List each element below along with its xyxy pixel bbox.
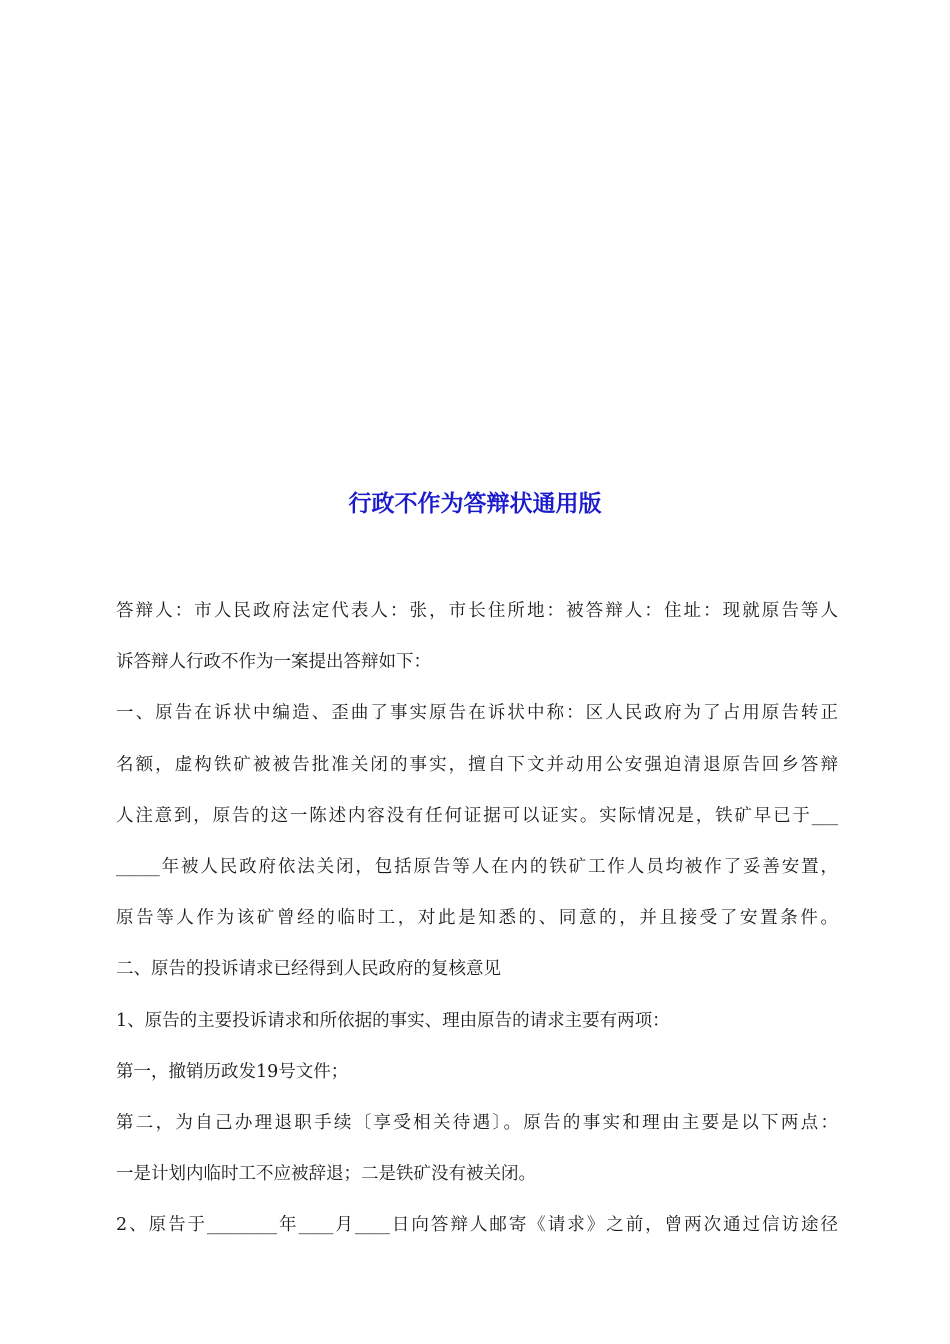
paragraph-line: 诉答辩人行政不作为一案提出答辩如下：: [116, 652, 431, 673]
document-body: [116, 600, 838, 1265]
paragraph-line: 2、原告于________年____月____日向答辩人邮寄《请求》之前，曾两次通过信访途径: [116, 1215, 838, 1236]
paragraph-line: 原告等人作为该矿曾经的临时工，对此是知悉的、同意的，并且接受了安置条件。: [116, 908, 838, 929]
paragraph-line: 名额，虚构铁矿被被告批准关闭的事实，擅自下文并动用公安强迫清退原告回乡答辩: [116, 754, 838, 775]
paragraph-line: 答辩人：市人民政府法定代表人：张，市长住所地：被答辩人：住址：现就原告等人: [116, 601, 838, 621]
paragraph-line: 一、原告在诉状中编造、歪曲了事实原告在诉状中称：区人民政府为了占用原告转正: [116, 703, 838, 724]
document-title: 行政不作为答辩状通用版: [348, 491, 602, 517]
paragraph-line: _____年被人民政府依法关闭，包括原告等人在内的铁矿工作人员均被作了妥善安置，: [116, 856, 838, 877]
paragraph-line: 第一，撤销历政发19号文件；: [116, 1061, 349, 1082]
paragraph-line: 第二，为自己办理退职手续〔享受相关待遇〕。原告的事实和理由主要是以下两点：: [116, 1112, 838, 1133]
paragraph-line: 二、原告的投诉请求已经得到人民政府的复核意见: [116, 959, 501, 980]
paragraph-line: 人注意到，原告的这一陈述内容没有任何证据可以证实。实际情况是，铁矿早已于___: [116, 805, 838, 826]
paragraph-line: 一是计划内临时工不应被辞退；二是铁矿没有被关闭。: [116, 1164, 536, 1185]
paragraph-line: 1、原告的主要投诉请求和所依据的事实、理由原告的请求主要有两项：: [116, 1010, 670, 1031]
